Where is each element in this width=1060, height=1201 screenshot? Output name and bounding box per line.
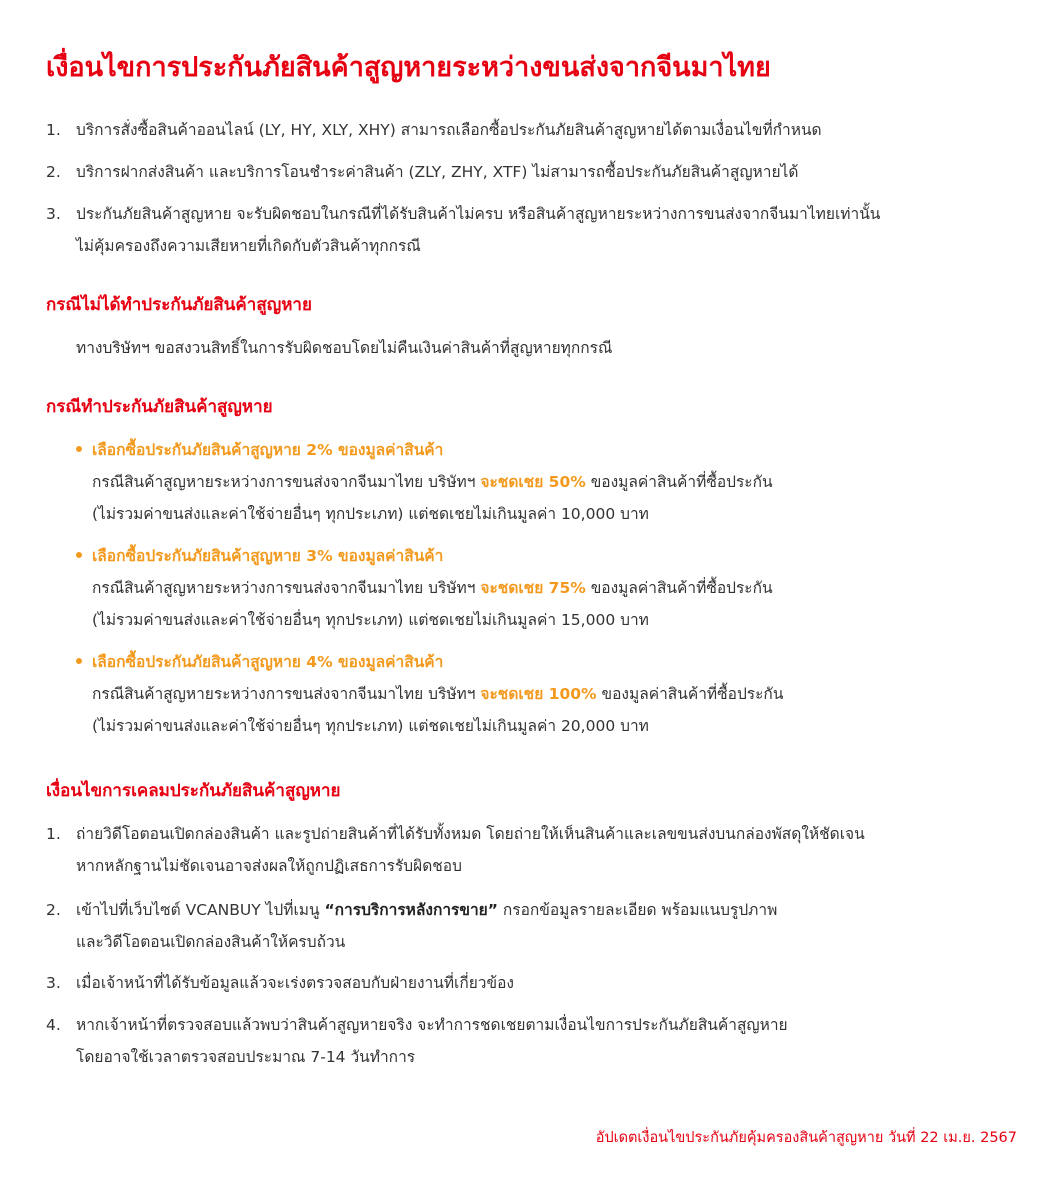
claim-step-4: [46, 1009, 1006, 1073]
option-limit: (ไม่รวมค่าขนส่งและค่าใช้จ่ายอื่นๆ ทุกประเภท) แต่ชดเชยไม่เกินมูลค่า 20,000 บาท: [92, 717, 649, 735]
claim-step-2: [46, 894, 1006, 958]
option-title: เลือกซื้อประกันภัยสินค้าสูญหาย 4% ของมูลค่าสินค้า: [92, 653, 444, 671]
intro-item-number: 3.: [46, 205, 61, 223]
bullet-dot-icon: [76, 446, 82, 452]
option-desc: กรณีสินค้าสูญหายระหว่างการขนส่งจากจีนมาไทย บริษัทฯ: [92, 579, 481, 597]
option-desc-tail: ของมูลค่าสินค้าที่ซื้อประกัน: [596, 685, 784, 703]
bullet-dot-icon: [76, 552, 82, 558]
no-insurance-heading: กรณีไม่ได้ทำประกันภัยสินค้าสูญหาย: [46, 295, 312, 315]
intro-item-number: 2.: [46, 163, 61, 181]
claim-step-number: 1.: [46, 825, 61, 843]
option-title: เลือกซื้อประกันภัยสินค้าสูญหาย 2% ของมูลค่าสินค้า: [92, 441, 444, 459]
bullet-dot-icon: [76, 658, 82, 664]
option-desc-tail: ของมูลค่าสินค้าที่ซื้อประกัน: [585, 579, 773, 597]
insurance-option-3-percent: [76, 540, 1006, 636]
claim-step-number: 3.: [46, 974, 61, 992]
claim-step-text-tail: กรอกข้อมูลรายละเอียด พร้อมแนบรูปภาพ: [497, 901, 778, 919]
with-insurance-heading: กรณีทำประกันภัยสินค้าสูญหาย: [46, 397, 273, 417]
option-desc-tail: ของมูลค่าสินค้าที่ซื้อประกัน: [585, 473, 773, 491]
claim-step-3: [46, 967, 1006, 999]
claim-step-number: 2.: [46, 901, 61, 919]
option-desc: กรณีสินค้าสูญหายระหว่างการขนส่งจากจีนมาไทย บริษัทฯ: [92, 473, 481, 491]
intro-item-3: [46, 198, 1006, 262]
option-title: เลือกซื้อประกันภัยสินค้าสูญหาย 3% ของมูลค่าสินค้า: [92, 547, 444, 565]
claim-heading: เงื่อนไขการเคลมประกันภัยสินค้าสูญหาย: [46, 781, 341, 801]
intro-item-text: บริการสั่งซื้อสินค้าออนไลน์ (LY, HY, XLY, XHY) สามารถเลือกซื้อประกันภัยสินค้าสูญหายได้ตามเงื่อนไขที่กำหนด: [76, 121, 822, 139]
option-limit: (ไม่รวมค่าขนส่งและค่าใช้จ่ายอื่นๆ ทุกประเภท) แต่ชดเชยไม่เกินมูลค่า 10,000 บาท: [92, 505, 649, 523]
claim-step-1: [46, 818, 1006, 882]
intro-item-1: [46, 114, 1006, 146]
insurance-option-4-percent: [76, 646, 1006, 742]
compensation-highlight: จะชดเชย 75%: [480, 579, 586, 597]
option-desc: กรณีสินค้าสูญหายระหว่างการขนส่งจากจีนมาไทย บริษัทฯ: [92, 685, 481, 703]
no-insurance-text: ทางบริษัทฯ ขอสงวนสิทธิ์ในการรับผิดชอบโดยไม่คืนเงินค่าสินค้าที่สูญหายทุกกรณี: [76, 339, 613, 357]
claim-step-text: หากเจ้าหน้าที่ตรวจสอบแล้วพบว่าสินค้าสูญหายจริง จะทำการชดเชยตามเงื่อนไขการประกันภัยสินค้าสูญหาย: [76, 1016, 788, 1034]
intro-item-text-continued: ไม่คุ้มครองถึงความเสียหายที่เกิดกับตัวสินค้าทุกกรณี: [76, 237, 421, 255]
claim-step-text: เข้าไปที่เว็บไซต์ VCANBUY ไปที่เมนู: [76, 901, 325, 919]
claim-step-text: ถ่ายวิดีโอตอนเปิดกล่องสินค้า และรูปถ่ายสินค้าที่ได้รับทั้งหมด โดยถ่ายให้เห็นสินค้าและเลขขนส่งบนกล่องพัสดุให้ชัดเจน: [76, 825, 865, 843]
claim-step-text-continued: หากหลักฐานไม่ชัดเจนอาจส่งผลให้ถูกปฏิเสธการรับผิดชอบ: [76, 857, 462, 875]
after-sales-menu-name: “การบริการหลังการขาย”: [324, 901, 498, 919]
compensation-highlight: จะชดเชย 50%: [480, 473, 586, 491]
intro-item-text: บริการฝากส่งสินค้า และบริการโอนชำระค่าสินค้า (ZLY, ZHY, XTF) ไม่สามารถซื้อประกันภัยสินค้าสูญหายได้: [76, 163, 799, 181]
compensation-highlight: จะชดเชย 100%: [480, 685, 597, 703]
update-date-note: อัปเดตเงื่อนไขประกันภัยคุ้มครองสินค้าสูญหาย วันที่ 22 เม.ย. 2567: [595, 1130, 1017, 1146]
intro-item-2: [46, 156, 1006, 188]
page-title: เงื่อนไขการประกันภัยสินค้าสูญหายระหว่างขนส่งจากจีนมาไทย: [46, 52, 771, 83]
option-limit: (ไม่รวมค่าขนส่งและค่าใช้จ่ายอื่นๆ ทุกประเภท) แต่ชดเชยไม่เกินมูลค่า 15,000 บาท: [92, 611, 649, 629]
claim-step-text-continued: โดยอาจใช้เวลาตรวจสอบประมาณ 7-14 วันทำการ: [76, 1048, 416, 1066]
intro-item-text: ประกันภัยสินค้าสูญหาย จะรับผิดชอบในกรณีที่ได้รับสินค้าไม่ครบ หรือสินค้าสูญหายระหว่างการขนส่งจากจีนมาไทยเท่านั้น: [76, 205, 881, 223]
insurance-option-2-percent: [76, 434, 1006, 530]
claim-step-number: 4.: [46, 1016, 61, 1034]
intro-item-number: 1.: [46, 121, 61, 139]
claim-step-text: เมื่อเจ้าหน้าที่ได้รับข้อมูลแล้วจะเร่งตรวจสอบกับฝ่ายงานที่เกี่ยวข้อง: [76, 974, 514, 992]
claim-step-text-continued: และวิดีโอตอนเปิดกล่องสินค้าให้ครบถ้วน: [76, 933, 346, 951]
